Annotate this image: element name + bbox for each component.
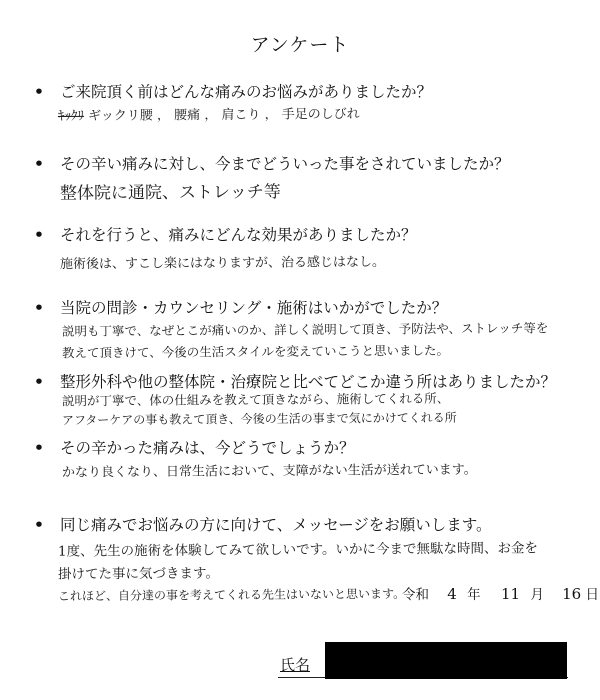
date-field bbox=[402, 583, 599, 603]
answer-7-line-2: 掛けてた事に気づきます。 bbox=[57, 565, 219, 583]
date-year-label: 年 bbox=[467, 587, 481, 603]
question-text: その辛かった痛みは、今どうでしょうか？ bbox=[60, 439, 355, 457]
question-2 bbox=[34, 152, 510, 174]
answer-4-line-2: 教えて頂きけて、今後の生活スタイルを変えていこうと思いました。 bbox=[61, 342, 450, 361]
bullet: • bbox=[34, 299, 44, 317]
date-year: 4 bbox=[447, 585, 457, 603]
answer-3: 施術後は、すこし楽にはなりますが、治る感じはなし。 bbox=[59, 254, 386, 273]
bullet: • bbox=[34, 373, 44, 391]
bullet: • bbox=[34, 155, 44, 173]
bullet: • bbox=[34, 226, 44, 244]
question-text: その辛い痛みに対し、今までどういった事をされていましたか？ bbox=[60, 155, 510, 173]
question-7 bbox=[34, 513, 492, 535]
answer-6: かなり良くなり、日常生活において、支障がない生活が送れています。 bbox=[61, 462, 477, 481]
page-title: アンケート bbox=[250, 34, 350, 56]
question-1 bbox=[34, 80, 432, 102]
bullet: • bbox=[34, 83, 44, 101]
question-text: 当院の問診・カウンセリング・施術はいかがでしたか？ bbox=[60, 299, 448, 317]
date-month: 11 bbox=[500, 585, 521, 603]
question-text: ご来院頂く前はどんな痛みのお悩みがありましたか？ bbox=[60, 83, 433, 101]
answer-1 bbox=[58, 103, 360, 124]
question-4 bbox=[34, 296, 447, 318]
bullet: • bbox=[34, 516, 44, 534]
question-text: 同じ痛みでお悩みの方に向けて、メッセージをお願いします。 bbox=[60, 516, 492, 534]
answer-text: ギックリ腰 ， 腰痛 ， 肩こり ， 手足のしびれ bbox=[88, 106, 360, 124]
answer-7-line-1: 1度、先生の施術を体験してみて欲しいです。いかに今まで無駄な時間、お金を bbox=[57, 540, 539, 560]
date-era: 令和 bbox=[402, 587, 429, 603]
answer-4-line-1: 説明も丁寧で、なぜとこが痛いのか、詳しく説明して頂き、予防法や、ストレッチ等を bbox=[61, 320, 549, 339]
question-text: それを行うと、痛みにどんな効果がありましたか？ bbox=[60, 226, 417, 244]
bullet: • bbox=[34, 439, 44, 457]
redacted-name bbox=[325, 642, 567, 679]
date-month-label: 月 bbox=[530, 587, 544, 603]
struck-out-text: ｷｯｸﾘ bbox=[57, 108, 85, 125]
name-label: 氏名 bbox=[280, 656, 311, 674]
question-6 bbox=[34, 436, 355, 458]
question-3 bbox=[34, 223, 417, 245]
answer-5-line-2: アフターケアの事も教えて頂き、今後の生活の事まで気にかけてくれる所 bbox=[61, 410, 457, 428]
date-day: 16 bbox=[562, 585, 582, 603]
answer-2: 整体院に通院、ストレッチ等 bbox=[59, 182, 281, 204]
answer-5-line-1: 説明が丁寧で、体の仕組みを教えて頂きながら、施術してくれる所、 bbox=[61, 390, 450, 409]
question-text: 整形外科や他の整体院・治療院と比べてどこか違う所はありましたか？ bbox=[60, 373, 557, 391]
date-day-label: 日 bbox=[585, 587, 600, 603]
answer-7-line-3: これほど、自分達の事を考えてくれる先生はいないと思います。 bbox=[57, 586, 406, 604]
question-5 bbox=[34, 370, 556, 392]
